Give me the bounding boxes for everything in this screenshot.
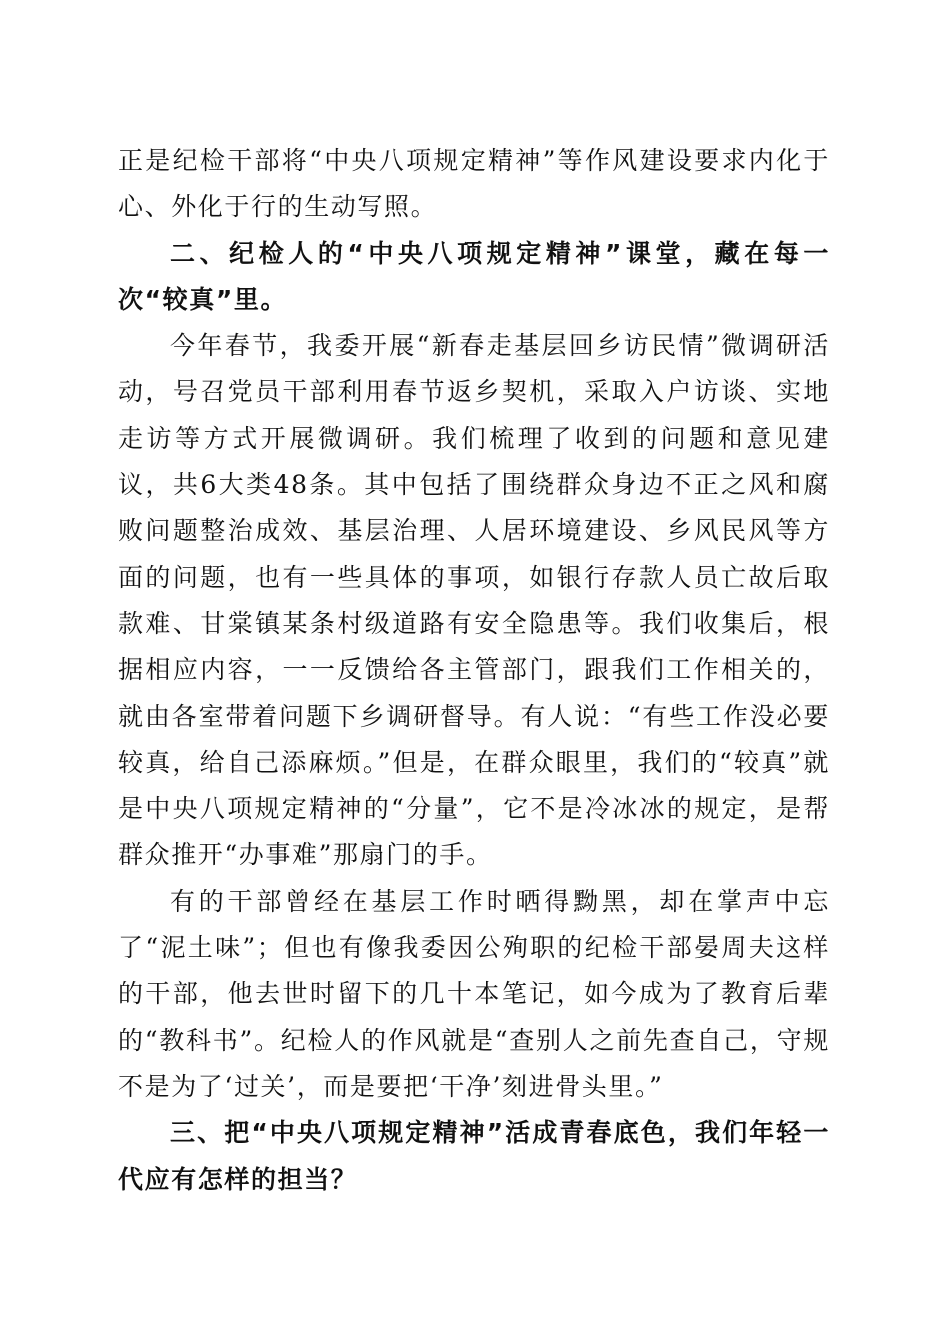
paragraph-cadre-example: 有的干部曾经在基层工作时晒得黝黑，却在掌声中忘了“泥土味”；但也有像我委因公殉职的纪检干部晏周夫这样的干部，他去世时留下的几十本笔记，如今成为了教育后辈的“教科书”。纪检人的作风就是“查别人之前先查自己，守规不是为了‘过关’，而是要把‘干净’刻进骨头里。” — [118, 886, 830, 1101]
section-heading-3: 三、把“中央八项规定精神”活成青春底色，我们年轻一代应有怎样的担当？ — [118, 1118, 830, 1194]
section-heading-2: 二、纪检人的“中央八项规定精神”课堂，藏在每一次“较真”里。 — [118, 238, 830, 314]
paragraph-continuation: 正是纪检干部将“中央八项规定精神”等作风建设要求内化于心、外化于行的生动写照。 — [118, 146, 830, 222]
paragraph-spring-festival-survey: 今年春节，我委开展“新春走基层回乡访民情”微调研活动，号召党员干部利用春节返乡契机，采取入户访谈、实地走访等方式开展微调研。我们梳理了收到的问题和意见建议，共6大类48条。其中包括了围绕群众身边不正之风和腐败问题整治成效、基层治理、人居环境建设、乡风民风等方面的问题，也有一些具体的事项，如银行存款人员亡故后取款难、甘棠镇某条村级道路有安全隐患等。我们收集后，根据相应内容，一一反馈给各主管部门，跟我们工作相关的，就由各室带着问题下乡调研督导。有人说：“有些工作没必要较真，给自己添麻烦。”但是，在群众眼里，我们的“较真”就是中央八项规定精神的“分量”，它不是冷冰冰的规定，是帮群众推开“办事难”那扇门的手。 — [118, 331, 830, 870]
document-page — [118, 138, 830, 1203]
